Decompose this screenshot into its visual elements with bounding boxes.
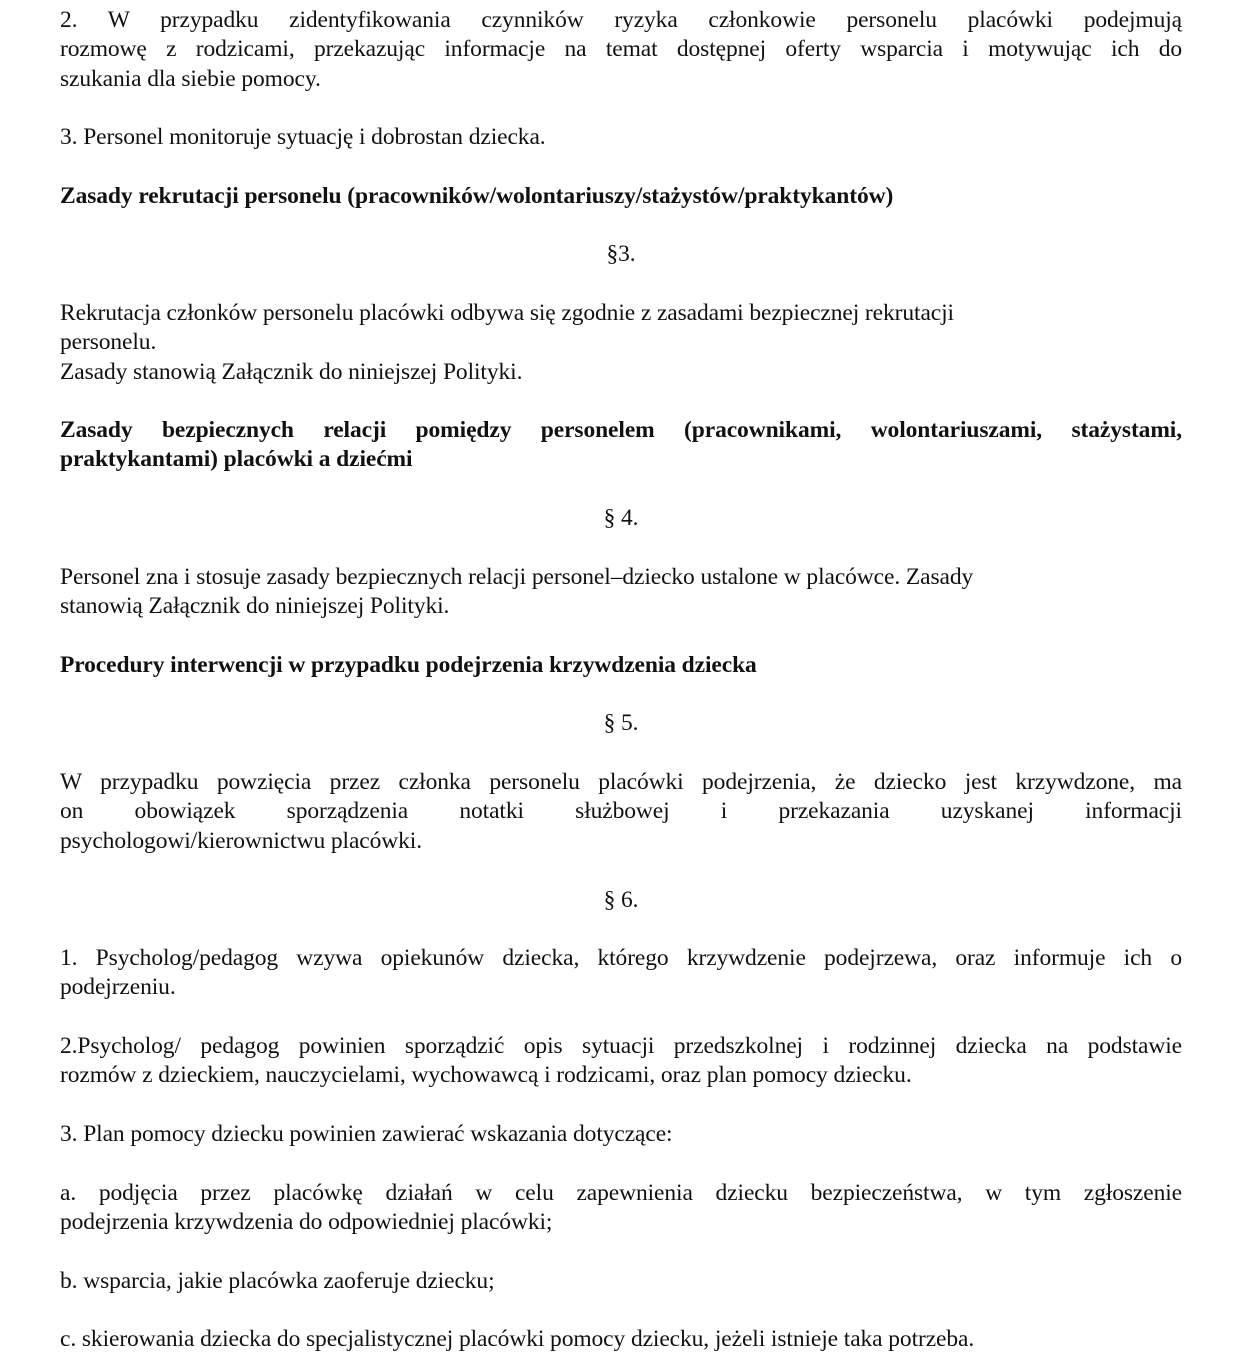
text-line: 2. W przypadku zidentyfikowania czynników ryzyka członkowie personelu placówki podejmują: [60, 7, 1182, 33]
text-line: rozmowę z rodzicami, przekazując informacje na temat dostępnej oferty wsparcia i motywując ich do: [60, 36, 1182, 63]
text-line: 3. Personel monitoruje sytuację i dobrostan dziecka.: [60, 124, 546, 150]
heading-line: Zasady bezpiecznych relacji pomiędzy personelem (pracownikami, wolontariuszami, stażystami,: [60, 417, 1182, 443]
section-body-intervention: [60, 768, 1182, 856]
heading-line: Zasady rekrutacji personelu (pracowników/wolontariuszy/stażystów/praktykantów): [60, 183, 894, 209]
section-body-recruitment: [60, 299, 1182, 387]
heading-line: Procedury interwencji w przypadku podejrzenia krzywdzenia dziecka: [60, 652, 757, 678]
section-body-safe-relations: [60, 563, 1182, 622]
text-line: 3. Plan pomocy dziecku powinien zawierać wskazania dotyczące:: [60, 1121, 673, 1147]
section-heading-recruitment: [60, 182, 1182, 211]
text-line: c. skierowania dziecka do specjalistycznej placówki pomocy dziecku, jeżeli istnieje taka potrzeba.: [60, 1326, 975, 1352]
list-item-6-3-b: [60, 1267, 1182, 1296]
text-line: 1. Psycholog/pedagog wzywa opiekunów dziecka, którego krzywdzenie podejrzewa, oraz informuje ich o: [60, 945, 1182, 971]
paragraph-mark-5: § 5.: [603, 710, 639, 736]
list-item-6-3-c: [60, 1325, 1182, 1354]
text-line: Personel zna i stosuje zasady bezpiecznych relacji personel–dziecko ustalone w placówce. Zasady: [60, 564, 974, 590]
section-heading-safe-relations: [60, 416, 1182, 475]
text-line: rozmów z dzieckiem, nauczycielami, wychowawcą i rodzicami, oraz plan pomocy dziecku.: [60, 1062, 912, 1089]
intro-item-2: [60, 6, 1182, 94]
list-item-6-2: [60, 1032, 1182, 1091]
text-line: 2.Psycholog/ pedagog powinien sporządzić opis sytuacji przedszkolnej i rodzinnej dziecka na podstawie: [60, 1033, 1182, 1059]
section-heading-intervention: [60, 651, 1182, 680]
text-line: W przypadku powzięcia przez członka personelu placówki podejrzenia, że dziecko jest krzywdzone, ma: [60, 769, 1182, 795]
text-line: podejrzeniu.: [60, 974, 176, 1001]
text-line: b. wsparcia, jakie placówka zaoferuje dziecku;: [60, 1268, 495, 1294]
text-line: podejrzenia krzywdzenia do odpowiedniej placówki;: [60, 1209, 553, 1236]
text-line: personelu.: [60, 329, 157, 356]
intro-item-3: [60, 123, 1182, 152]
list-item-6-3-a: [60, 1179, 1182, 1238]
text-line: stanowią Załącznik do niniejszej Polityki.: [60, 593, 450, 620]
text-line: Rekrutacja członków personelu placówki odbywa się zgodnie z zasadami bezpiecznej rekrutacji: [60, 300, 954, 326]
paragraph-mark-4: § 4.: [603, 505, 639, 531]
text-line: psychologowi/kierownictwu placówki.: [60, 827, 422, 854]
paragraph-mark-6: § 6.: [603, 887, 639, 913]
list-item-6-1: [60, 944, 1182, 1003]
heading-line: praktykantami) placówki a dziećmi: [60, 446, 413, 473]
list-item-6-3: [60, 1120, 1182, 1149]
text-line: szukania dla siebie pomocy.: [60, 65, 321, 92]
text-line: a. podjęcia przez placówkę działań w celu zapewnienia dziecku bezpieczeństwa, w tym zgłoszenie: [60, 1180, 1182, 1206]
text-line: Zasady stanowią Załącznik do niniejszej Polityki.: [60, 358, 523, 385]
paragraph-mark-3: §3.: [606, 241, 636, 267]
text-line: on obowiązek sporządzenia notatki służbowej i przekazania uzyskanej informacji: [60, 798, 1182, 825]
